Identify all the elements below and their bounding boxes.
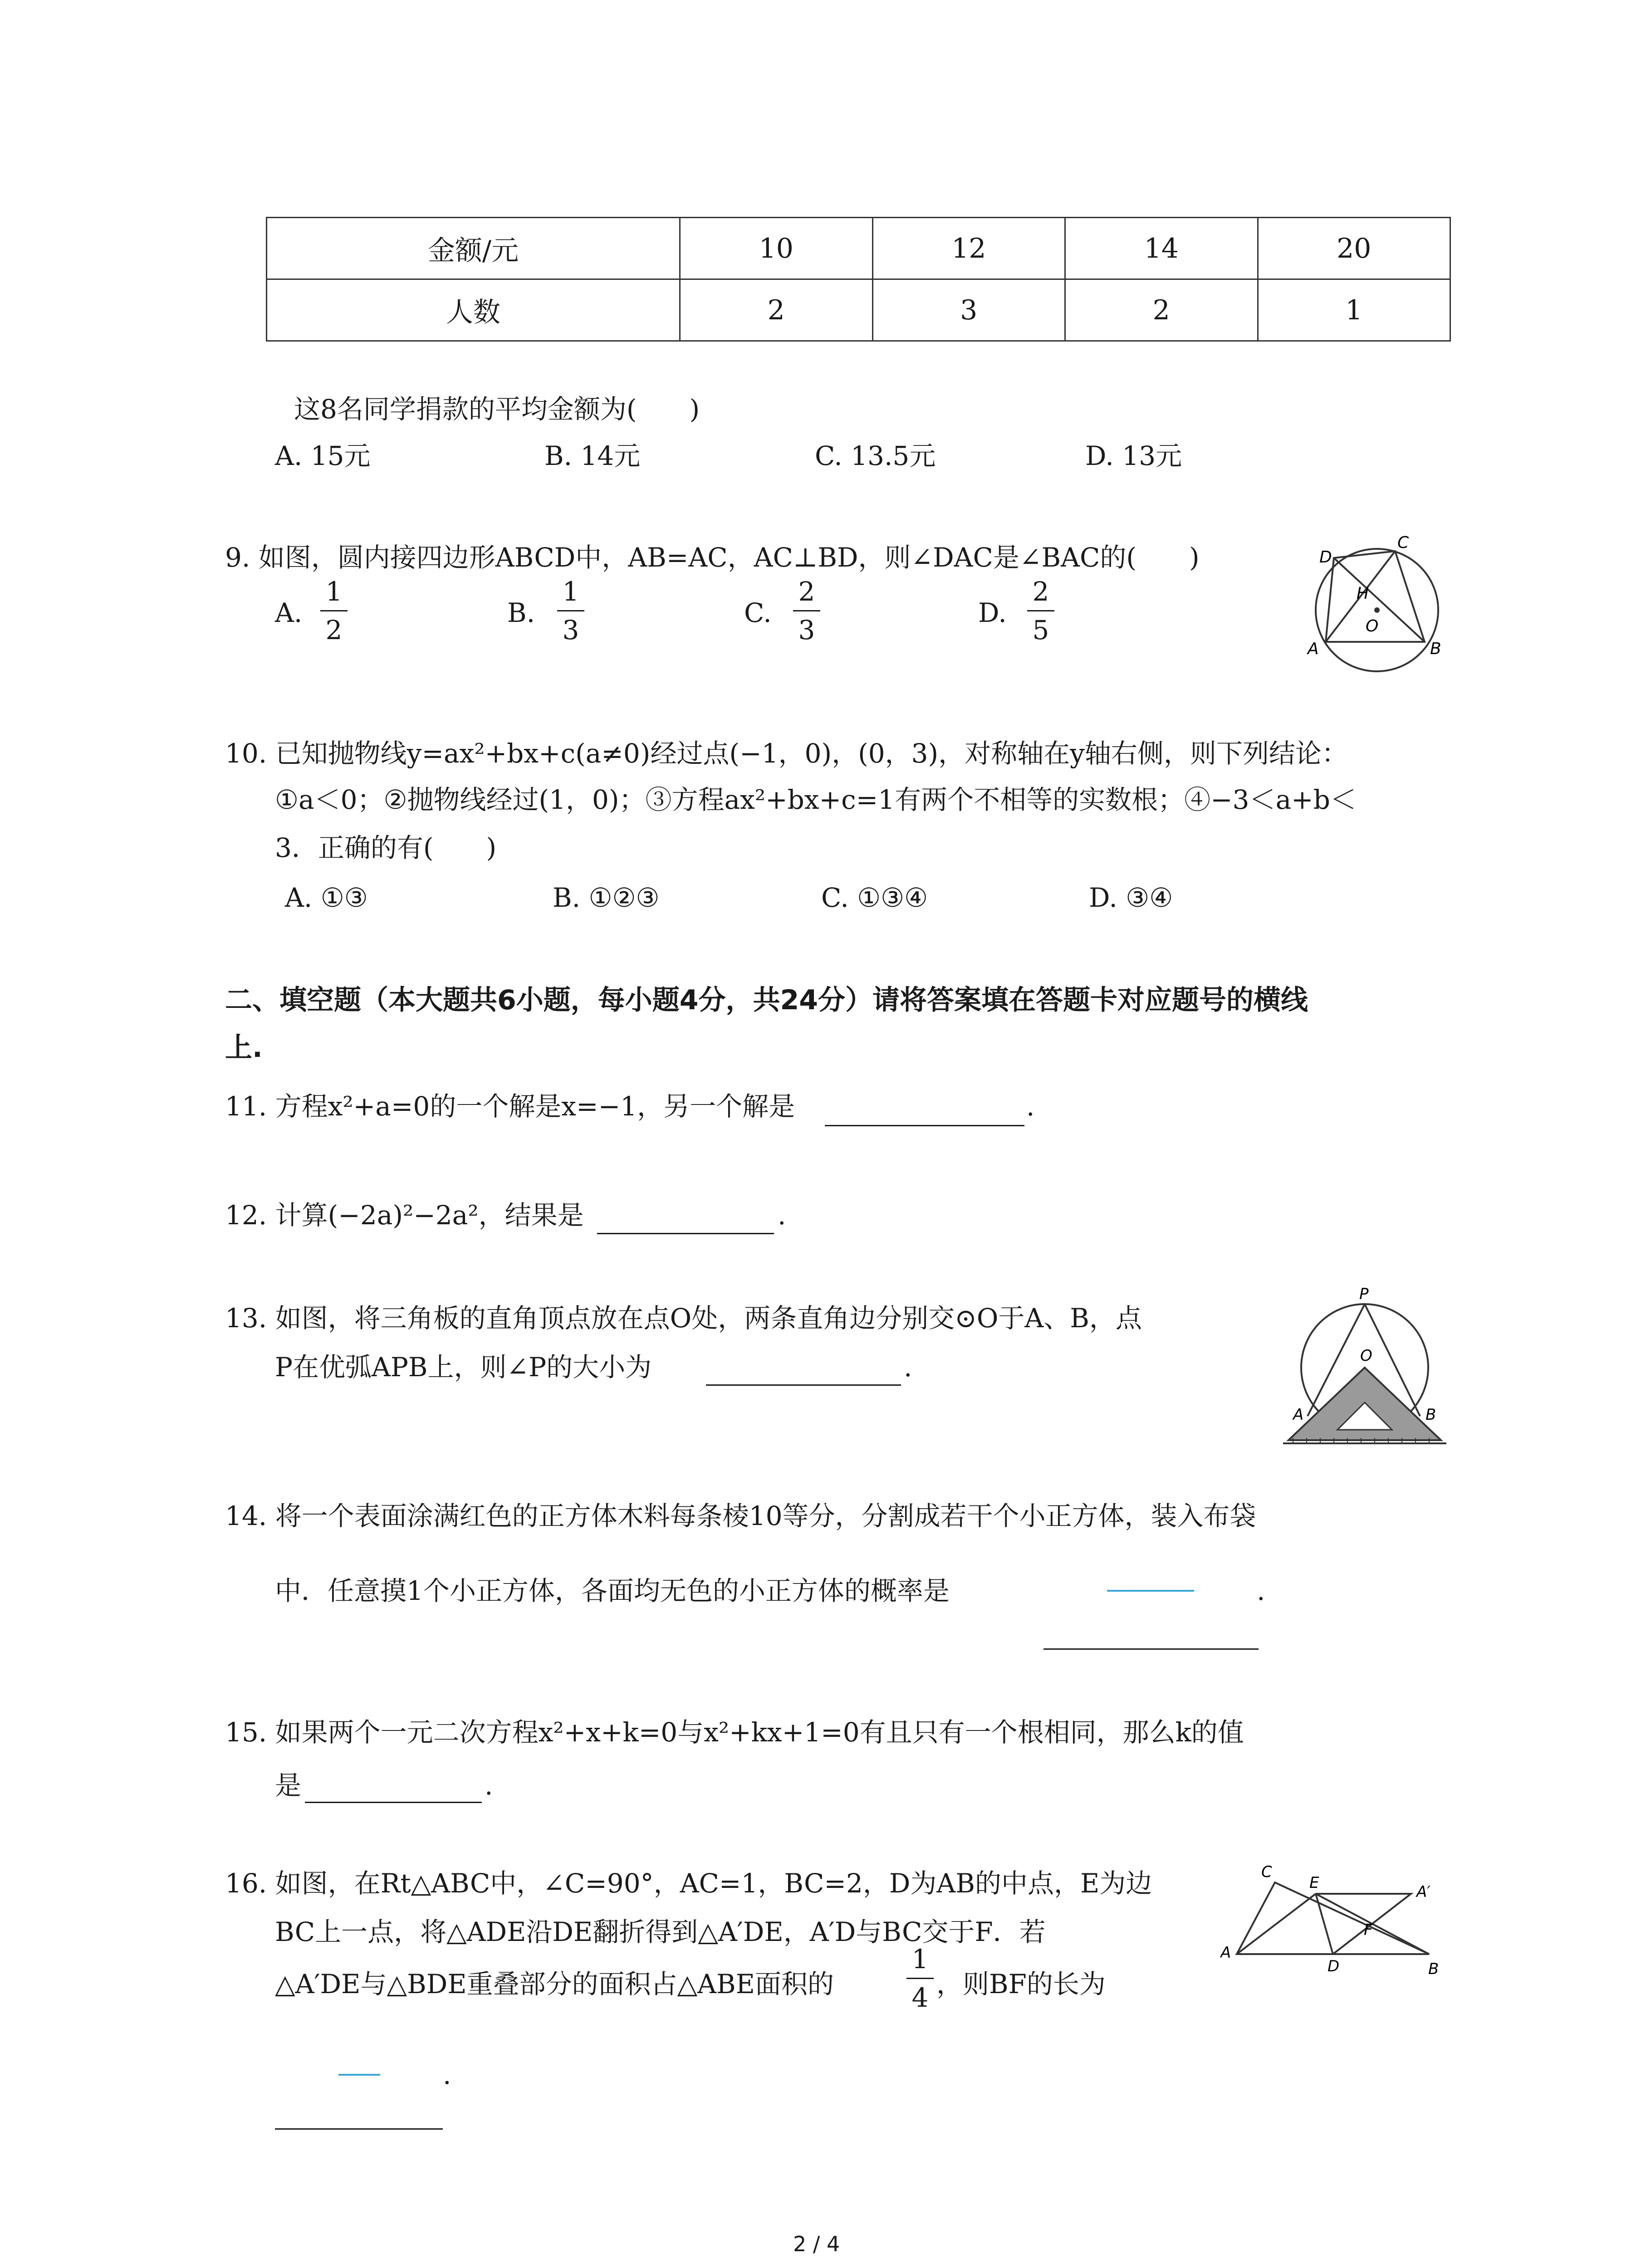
q15-line-1: 15. 如果两个一元二次方程x²+x+k=0与x²+kx+1=0有且只有一个根相同，那么k的值 bbox=[225, 1717, 1244, 1748]
q16-answer-mark bbox=[338, 2074, 380, 2076]
q9-option-c-fraction: 2 3 bbox=[793, 578, 820, 643]
figure-label: A bbox=[1220, 1944, 1231, 1962]
table-cell: 3 bbox=[872, 279, 1065, 341]
q16-line-3b: ，则BF的长为 bbox=[936, 1969, 1106, 1999]
table-header-label: 金额/元 bbox=[267, 218, 680, 279]
table-cell: 20 bbox=[1258, 218, 1450, 279]
table-row bbox=[267, 218, 1450, 279]
q11-end: . bbox=[1026, 1091, 1035, 1122]
q10-option-a[interactable]: A. ①③ bbox=[285, 882, 368, 913]
q12-text: 12. 计算(−2a)²−2a²，结果是 bbox=[225, 1200, 584, 1231]
table-cell: 14 bbox=[1065, 218, 1258, 279]
figure-label: A bbox=[1308, 640, 1319, 658]
q10-line-2: ①a＜0；②抛物线经过(1，0)；③方程ax²+bx+c=1有两个不相等的实数根；④−3＜a+b＜ bbox=[275, 784, 1357, 815]
figure-label: C bbox=[1261, 1863, 1272, 1881]
q14-end: . bbox=[1257, 1575, 1265, 1606]
section-2-heading: 二、填空题（本大题共6小题，每小题4分，共24分）请将答案填在答题卡对应题号的横线 bbox=[225, 984, 1308, 1016]
q16-triangle-figure bbox=[1220, 1855, 1456, 1987]
q12-answer-blank[interactable] bbox=[597, 1233, 774, 1234]
q11-answer-blank[interactable] bbox=[825, 1125, 1024, 1126]
figure-label: C bbox=[1397, 533, 1409, 552]
figure-label: A′ bbox=[1416, 1883, 1430, 1901]
q9-circle-figure bbox=[1302, 531, 1452, 680]
table-row bbox=[267, 279, 1450, 341]
q8-option-c[interactable]: C. 13.5元 bbox=[815, 440, 936, 471]
q10-line-3: 3．正确的有( ) bbox=[275, 832, 497, 863]
donation-table bbox=[266, 217, 1451, 342]
q8-option-b[interactable]: B. 14元 bbox=[544, 440, 641, 471]
q10-option-b[interactable]: B. ①②③ bbox=[553, 882, 660, 913]
q14-answer-mark bbox=[1107, 1590, 1194, 1592]
q16-line-2: BC上一点，将△ADE沿DE翻折得到△A′DE，A′D与BC交于F．若 bbox=[275, 1916, 1046, 1947]
figure-label: B bbox=[1425, 1406, 1436, 1424]
page-number: 2 / 4 bbox=[793, 2232, 840, 2256]
q9-option-c[interactable]: C. bbox=[744, 597, 772, 628]
q13-end: . bbox=[904, 1352, 912, 1383]
section-2-heading-cont: 上. bbox=[225, 1032, 263, 1064]
q8-option-d[interactable]: D. 13元 bbox=[1085, 440, 1182, 471]
q15-line-2: 是 bbox=[275, 1770, 302, 1801]
q13-triangle-ruler-figure bbox=[1279, 1284, 1452, 1456]
q11-text: 11. 方程x²+a=0的一个解是x=−1，另一个解是 bbox=[225, 1091, 795, 1122]
q9-option-d[interactable]: D. bbox=[978, 597, 1007, 628]
figure-label: E bbox=[1309, 1874, 1319, 1892]
figure-label: H bbox=[1357, 584, 1369, 603]
q10-option-d[interactable]: D. ③④ bbox=[1089, 882, 1173, 913]
q14-answer-blank[interactable] bbox=[1043, 1648, 1259, 1650]
figure-label: B bbox=[1430, 640, 1441, 658]
q9-stem: 9. 如图，圆内接四边形ABCD中，AB=AC，AC⊥BD，则∠DAC是∠BAC的( ) bbox=[225, 542, 1200, 573]
q9-option-a-fraction: 1 2 bbox=[320, 578, 348, 643]
q13-line-2: P在优弧APB上，则∠P的大小为 bbox=[275, 1352, 652, 1383]
figure-label: B bbox=[1428, 1960, 1439, 1978]
q15-answer-blank[interactable] bbox=[305, 1802, 482, 1803]
table-cell: 10 bbox=[680, 218, 873, 279]
q14-line-1: 14. 将一个表面涂满红色的正方体木料每条棱10等分，分割成若干个小正方体，装入布袋 bbox=[225, 1501, 1256, 1531]
q10-line-1: 10. 已知抛物线y=ax²+bx+c(a≠0)经过点(−1，0)，(0，3)，对称轴在y轴右侧，则下列结论： bbox=[225, 738, 1348, 769]
figure-label: F bbox=[1364, 1921, 1373, 1939]
figure-label: D bbox=[1319, 548, 1332, 567]
q15-end: . bbox=[485, 1770, 493, 1801]
q16-end: . bbox=[443, 2059, 451, 2090]
table-cell: 1 bbox=[1258, 279, 1450, 341]
q9-option-d-fraction: 2 5 bbox=[1027, 578, 1054, 643]
q13-answer-blank[interactable] bbox=[706, 1384, 901, 1386]
q10-option-c[interactable]: C. ①③④ bbox=[821, 882, 928, 913]
table-cell: 2 bbox=[1065, 279, 1258, 341]
figure-label: O bbox=[1360, 1347, 1372, 1365]
figure-label: D bbox=[1327, 1957, 1340, 1975]
q16-answer-blank[interactable] bbox=[275, 2128, 443, 2130]
q9-option-b-fraction: 1 3 bbox=[557, 578, 584, 643]
q16-line-3a: △A′DE与△BDE重叠部分的面积占△ABE面积的 bbox=[275, 1969, 834, 1999]
q8-stem: 这8名同学捐款的平均金额为( ) bbox=[294, 394, 700, 425]
q9-option-a[interactable]: A. bbox=[275, 597, 303, 628]
q16-fraction: 1 4 bbox=[906, 1946, 934, 2011]
figure-label: A bbox=[1293, 1406, 1304, 1424]
q16-line-1: 16. 如图，在Rt△ABC中，∠C=90°，AC=1，BC=2，D为AB的中点，E为边 bbox=[225, 1868, 1152, 1899]
q8-option-a[interactable]: A. 15元 bbox=[275, 440, 371, 471]
q13-line-1: 13. 如图，将三角板的直角顶点放在点O处，两条直角边分别交⊙O于A、B，点 bbox=[225, 1303, 1142, 1334]
q14-line-2: 中．任意摸1个小正方体，各面均无色的小正方体的概率是 bbox=[275, 1575, 950, 1606]
q12-end: . bbox=[778, 1200, 786, 1231]
table-cell: 2 bbox=[680, 279, 873, 341]
table-cell: 12 bbox=[872, 218, 1065, 279]
q9-option-b[interactable]: B. bbox=[507, 597, 535, 628]
figure-label: O bbox=[1366, 617, 1379, 635]
figure-label: P bbox=[1359, 1285, 1369, 1303]
table-row-label: 人数 bbox=[267, 279, 680, 341]
